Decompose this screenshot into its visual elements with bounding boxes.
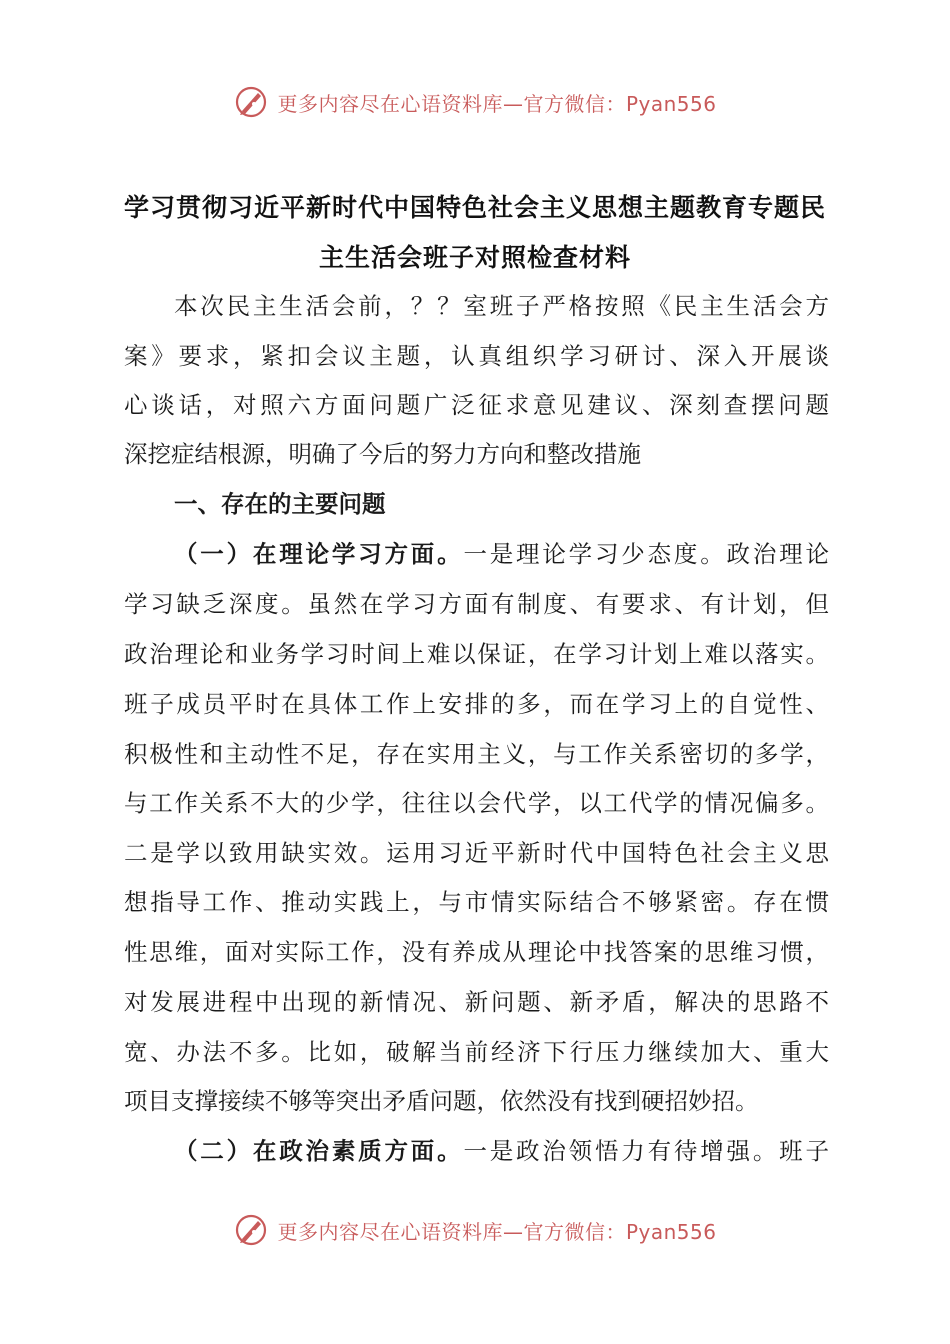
section1-line-9: 性思维，面对实际工作，没有养成从理论中找答案的思维习惯， xyxy=(124,938,829,966)
section-heading: 一、存在的主要问题 xyxy=(174,490,386,518)
section1-line-2: 学习缺乏深度。虽然在学习方面有制度、有要求、有计划，但 xyxy=(124,590,829,618)
section1-line-4: 班子成员平时在具体工作上安排的多，而在学习上的自觉性、 xyxy=(124,690,829,718)
watermark-text: 更多内容尽在心语资料库—官方微信：Pyan556 xyxy=(277,91,717,116)
section1-line-12: 项目支撑接续不够等突出矛盾问题，依然没有找到硬招妙招。 xyxy=(124,1087,759,1115)
section1-line-8: 想指导工作、推动实践上，与市情实际结合不够紧密。存在惯 xyxy=(124,888,829,916)
watermark-text: 更多内容尽在心语资料库—官方微信：Pyan556 xyxy=(277,1219,717,1244)
intro-line-3: 心谈话，对照六方面问题广泛征求意见建议、深刻查摆问题 xyxy=(124,391,829,419)
section1-line-1 xyxy=(174,538,829,570)
section1-first-line-text: 一是理论学习少态度。政治理论 xyxy=(463,540,829,568)
document-title-line1: 学习贯彻习近平新时代中国特色社会主义思想主题教育专题民 xyxy=(123,193,826,222)
section1-line-6: 与工作关系不大的少学，往往以会代学，以工代学的情况偏多。 xyxy=(124,789,829,817)
section1-line-7: 二是学以致用缺实效。运用习近平新时代中国特色社会主义思 xyxy=(124,839,829,867)
pen-logo-icon xyxy=(233,84,269,120)
section2-label: （二）在政治素质方面。 xyxy=(174,1137,464,1165)
section1-line-10: 对发展进程中出现的新情况、新问题、新矛盾，解决的思路不 xyxy=(124,988,829,1016)
section1-line-3: 政治理论和业务学习时间上难以保证，在学习计划上难以落实。 xyxy=(124,640,829,668)
section1-label: （一）在理论学习方面。 xyxy=(174,540,464,568)
section1-line-11: 宽、办法不多。比如，破解当前经济下行压力继续加大、重大 xyxy=(124,1038,829,1066)
intro-line-2: 案》要求，紧扣会议主题，认真组织学习研讨、深入开展谈 xyxy=(124,342,829,370)
document-title-line2: 主生活会班子对照检查材料 xyxy=(318,243,631,272)
section2-first-line-text: 一是政治领悟力有待增强。班子 xyxy=(463,1137,829,1165)
pen-logo-icon xyxy=(233,1212,269,1248)
section1-line-5: 积极性和主动性不足，存在实用主义，与工作关系密切的多学， xyxy=(124,740,829,768)
watermark-banner-top xyxy=(0,82,950,122)
watermark-banner-bottom xyxy=(0,1210,950,1250)
section2-line-1 xyxy=(174,1135,829,1167)
intro-line-4: 深挖症结根源，明确了今后的努力方向和整改措施 xyxy=(124,440,641,468)
intro-line-1: 本次民主生活会前，？？室班子严格按照《民主生活会方 xyxy=(174,292,829,320)
